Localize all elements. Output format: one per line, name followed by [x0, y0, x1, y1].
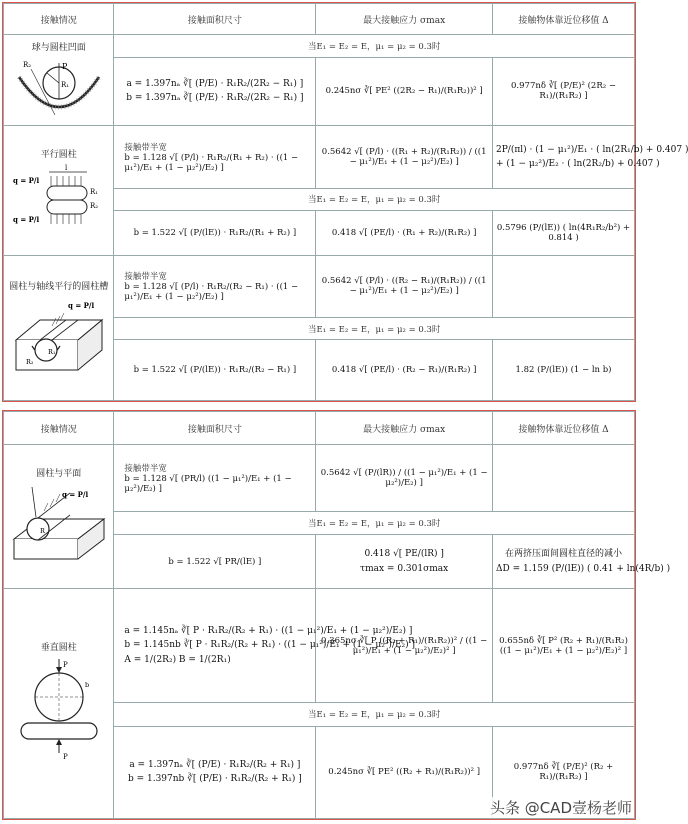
header-contact-case: 接触情况 — [4, 412, 114, 445]
area-formula-cell — [114, 445, 316, 512]
fig-label-R1: R₁ — [89, 187, 98, 196]
fig-label-q: q = P/l — [61, 490, 88, 500]
area-title: 接触带半宽 — [124, 272, 167, 283]
fig-label-b: b — [84, 681, 89, 690]
condition-note: 当E₁ = E₂ = E，μ₁ = μ₂ = 0.3时 — [114, 511, 635, 535]
condition-note: 当E₁ = E₂ = E，μ₁ = μ₂ = 0.3时 — [114, 703, 635, 727]
area-formula-simplified: b = 1.522 √[ (P/(lE)) · R₁R₂/(R₂ − R₁) ] — [114, 340, 316, 401]
area-formula-b-simplified: b = 1.397nb ∛[ (P/E) · R₁R₂/(R₂ + R₁) ] — [127, 774, 302, 785]
case-label: 垂直圆柱 — [40, 643, 77, 654]
table-2 — [3, 411, 671, 819]
table-2-header-row — [4, 412, 635, 445]
area-formula-AB: A = 1/(2R₂) B = 1/(2R₁) — [124, 654, 231, 665]
area-formula-b: b = 1.128 √[ (P/l) · R₁R₂/(R₂ − R₁) · ((1 − μ₁²)/E₁ + (1 − μ₂²)/E₂) ] — [124, 282, 299, 303]
case-cell-perpendicular-cylinders — [4, 589, 114, 819]
displacement-formula-cell — [493, 535, 671, 589]
condition-note: 当E₁ = E₂ = E，μ₁ = μ₂ = 0.3时 — [114, 188, 635, 210]
header-displacement: 接触物体靠近位移值 Δ — [493, 4, 635, 35]
perpendicular-cylinders-figure — [15, 657, 103, 767]
contact-table-1 — [2, 2, 688, 402]
fig-label-q-top: q = P/l — [12, 175, 39, 185]
stress-formula: 0.365nσ ∛[ P ((R₂ + R₁)/(R₁R₂))² / ((1 − μ₁²)/E₁ + (1 − μ₂²)/E₂)² ] — [316, 589, 493, 703]
case-label: 平行圆柱 — [40, 149, 77, 160]
stress-formula-simplified: 0.418 √[ (PE/l) · (R₂ − R₁)/(R₁R₂) ] — [316, 340, 493, 401]
sphere-in-concave-figure — [15, 57, 103, 121]
area-formula-simplified: b = 1.522 √[ (P/(lE)) · R₁R₂/(R₁ + R₂) ] — [114, 211, 316, 255]
displacement-formula-simplified: 0.977nδ ∛[ (P/E)² (R₂ + R₁)/(R₁R₂) ] — [493, 726, 635, 818]
case-label: 圆柱与轴线平行的圆柱槽 — [9, 282, 109, 293]
area-formula-b: b = 1.128 √[ (P/l) · R₁R₂/(R₁ + R₂) · ((1 − μ₁²)/E₁ + (1 − μ₂²)/E₂) ] — [124, 153, 299, 174]
area-formula-b: b = 1.397nₐ ∛[ (P/E) · R₁R₂/(2R₂ − R₁) ] — [126, 93, 304, 104]
case-label: 球与圆柱凹面 — [31, 42, 86, 53]
displacement-formula-simplified: 1.82 (P/(lE)) (1 − ln b) — [493, 340, 635, 401]
cylinder-in-groove-figure — [12, 296, 106, 376]
area-formula-cell — [114, 126, 316, 189]
stress-formula: 0.5642 √[ (P/(lR)) / ((1 − μ₁²)/E₁ + (1 − μ₂²)/E₂) ] — [316, 445, 493, 512]
header-contact-case: 接触情况 — [4, 4, 114, 35]
case-cell-sphere-concave — [4, 35, 114, 126]
case-label: 圆柱与平面 — [36, 469, 82, 480]
displacement-empty-cell — [493, 445, 635, 512]
fig-label-R2: R₂ — [25, 358, 34, 367]
condition-note: 当E₁ = E₂ = E，μ₁ = μ₂ = 0.3时 — [114, 318, 635, 340]
displacement-line-2: + (1 − μ₂²)/E₂ · ( ln(2R₂/b) + 0.407 ) — [496, 159, 660, 170]
fig-label-R1: R₁ — [60, 80, 69, 89]
stress-formula-simplified: 0.418 √[ PE/(lR) ] — [364, 549, 444, 560]
area-title: 接触带半宽 — [124, 464, 167, 475]
case-cell-cylinder-in-groove — [4, 255, 114, 401]
area-formula-simplified: b = 1.522 √[ PR/(lE) ] — [114, 535, 316, 589]
area-formula-b: b = 1.145nb ∛[ P · R₁R₂/(R₂ + R₁) · ((1 − μ₁²)/E₁ + (1 − μ₂²)/E₂) ] — [124, 640, 416, 651]
fig-label-P-bottom: P — [62, 753, 68, 762]
displacement-title: 在两挤压面间圆柱直径的减小 — [504, 549, 622, 560]
fig-label-q-bottom: q = P/l — [12, 214, 39, 224]
area-formula-a-simplified: a = 1.397nₐ ∛[ (P/E) · R₁R₂/(R₂ + R₁) ] — [129, 759, 301, 770]
table-1 — [3, 3, 688, 401]
fig-label-P-top: P — [62, 661, 68, 670]
displacement-formula: 0.977nδ ∛[ (P/E)² (2R₂ − R₁)/(R₁R₂) ] — [493, 57, 635, 126]
area-formula-cell — [114, 255, 316, 318]
displacement-formula: 0.655nδ ∛[ P² (R₂ + R₁)/(R₁R₂) ((1 − μ₁²)/E₁ + (1 − μ₂²)/E₂)² ] — [493, 589, 635, 703]
stress-formula: 0.245nσ ∛[ PE² ((2R₂ − R₁)/(R₁R₂))² ] — [316, 57, 493, 126]
area-formula-a: a = 1.145nₐ ∛[ P · R₁R₂/(R₂ + R₁) · ((1 − μ₁²)/E₁ + (1 − μ₂²)/E₂) ] — [124, 626, 413, 636]
contact-table-2 — [2, 410, 671, 820]
fig-label-R2: R₂ — [22, 60, 31, 69]
area-title: 接触带半宽 — [124, 143, 167, 154]
case-cell-cylinder-on-plane — [4, 445, 114, 589]
header-contact-area: 接触面积尺寸 — [114, 4, 316, 35]
stress-formula: 0.5642 √[ (P/l) · ((R₂ − R₁)/(R₁R₂)) / ((1 − μ₁²)/E₁ + (1 − μ₂²)/E₂) ] — [316, 255, 493, 318]
fig-label-R1: R₁ — [47, 348, 56, 357]
cylinder-on-plane-figure — [12, 483, 106, 567]
table-1-header-row — [4, 4, 635, 35]
header-max-stress: 最大接触应力 σmax — [316, 412, 493, 445]
condition-note: 当E₁ = E₂ = E，μ₁ = μ₂ = 0.3时 — [114, 35, 635, 57]
fig-label-P: P — [61, 61, 68, 71]
parallel-cylinders-figure — [13, 164, 105, 234]
stress-formula-simplified: 0.245nσ ∛[ PE² ((R₂ + R₁)/(R₁R₂))² ] — [316, 726, 493, 818]
area-formula-a: a = 1.397nₐ ∛[ (P/E) · R₁R₂/(2R₂ − R₁) ] — [126, 78, 304, 89]
displacement-formula-cell — [493, 126, 688, 189]
area-formula-b: b = 1.128 √[ (PR/l) ((1 − μ₁²)/E₁ + (1 − μ₂²)/E₂) ] — [124, 474, 292, 495]
fig-label-R2: R₂ — [89, 201, 98, 210]
stress-formula: 0.5642 √[ (P/l) · ((R₁ + R₂)/(R₁R₂)) / ((1 − μ₁²)/E₁ + (1 − μ₂²)/E₂) ] — [316, 126, 493, 189]
case-cell-parallel-cylinders — [4, 126, 114, 255]
header-contact-area: 接触面积尺寸 — [114, 412, 316, 445]
fig-label-l: l — [64, 163, 67, 172]
watermark: 头条 @CAD壹杨老师 — [489, 799, 632, 817]
stress-formula-simplified-cell — [316, 535, 493, 589]
fig-label-q: q = P/l — [67, 301, 94, 311]
shear-stress-note: τmax = 0.301σmax — [360, 563, 449, 574]
displacement-formula-simplified: 0.5796 (P/(lE)) ( ln(4R₁R₂/b²) + 0.814 ) — [493, 211, 635, 255]
displacement-formula-simplified: ΔD = 1.159 (P/(lE)) ( 0.41 + ln(4R/b) ) — [496, 563, 671, 574]
displacement-empty-cell — [493, 255, 635, 318]
area-formula-cell — [114, 57, 316, 126]
fig-label-R: R — [39, 527, 45, 536]
header-max-stress: 最大接触应力 σmax — [316, 4, 493, 35]
area-formula-simplified-cell — [114, 726, 316, 818]
stress-formula-simplified: 0.418 √[ (PE/l) · (R₁ + R₂)/(R₁R₂) ] — [316, 211, 493, 255]
displacement-line-1: 2P/(πl) · (1 − μ₁²)/E₁ · ( ln(2R₁/b) + 0.407 ) — [496, 144, 688, 155]
header-displacement: 接触物体靠近位移值 Δ — [493, 412, 635, 445]
